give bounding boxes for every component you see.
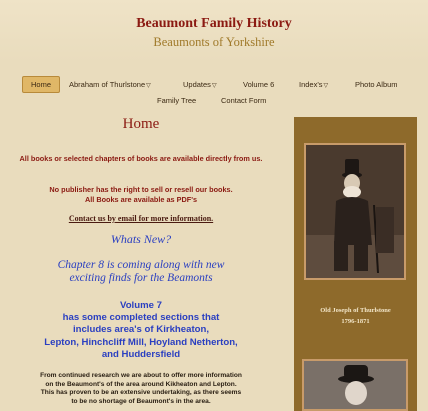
research-line: This has proven to be an extensive undertaking, as there seems <box>40 389 242 397</box>
chevron-down-icon: ▽ <box>146 83 151 89</box>
nav-home[interactable] <box>22 76 60 93</box>
research-line: to be no shortage of Beaumont's in the area. <box>71 397 211 405</box>
volume-line: includes area's of Kirkheaton, <box>72 324 210 336</box>
portrait-photo-old-joseph <box>304 143 406 280</box>
nav-home-label: Home <box>31 80 52 89</box>
research-note <box>6 372 276 406</box>
nav-volume-6-label: Volume 6 <box>243 80 275 89</box>
main-nav <box>0 76 428 108</box>
chapter-8-note <box>20 259 262 285</box>
pdf-availability-text: All Books are available as PDF's <box>84 195 198 204</box>
nav-abraham-of-thurlstone[interactable] <box>69 80 151 89</box>
volume-line: Lepton, Hinchcliff Mill, Hoyland Netherton, <box>44 336 238 348</box>
research-line: From continued research we are about to offer more information <box>40 372 242 379</box>
nav-photo-album-label: Photo Album <box>355 80 398 89</box>
chevron-down-icon: ▽ <box>323 83 329 89</box>
nav-family-tree-label: Family Tree <box>157 96 197 105</box>
portrait-photo-second <box>302 359 408 411</box>
chapter-note-line: exciting finds for the Beamonts <box>69 272 213 284</box>
publisher-rights-text: No publisher has the right to sell or resell our books. <box>49 185 233 194</box>
page-title: Home <box>122 116 160 132</box>
site-title: Beaumont Family History <box>136 16 292 31</box>
volume-line: Volume 7 <box>120 300 162 311</box>
nav-volume-6[interactable] <box>243 80 274 89</box>
nav-abraham-label: Abraham of Thurlstone <box>69 80 146 89</box>
nav-contact-form-label: Contact Form <box>221 96 267 105</box>
availability-text: All books or selected chapters of books are available directly from us. <box>19 154 263 163</box>
nav-family-tree[interactable] <box>157 96 196 105</box>
portrait-caption-name: Old Joseph of Thurlstone <box>320 307 391 314</box>
contact-email-link[interactable]: Contact us by email for more information. <box>68 214 214 223</box>
site-subtitle: Beaumonts of Yorkshire <box>153 35 275 49</box>
whats-new-heading: Whats New? <box>110 232 172 246</box>
nav-updates[interactable] <box>183 80 217 89</box>
nav-indexes-label: Index's <box>299 80 323 89</box>
volume-line: and Huddersfield <box>101 348 181 360</box>
nav-updates-label: Updates <box>183 80 211 89</box>
research-line: on the Beaumont's of the area around Kikheaton and Lepton. <box>45 380 237 388</box>
volume-7-announcement <box>10 300 272 361</box>
nav-contact-form[interactable] <box>221 96 266 105</box>
chevron-down-icon: ▽ <box>211 83 217 89</box>
portrait-figure <box>306 145 404 278</box>
chapter-note-line: Chapter 8 is coming along with new <box>57 259 225 271</box>
site-header <box>0 0 428 62</box>
volume-line: has some completed sections that <box>62 312 220 324</box>
portrait-figure <box>304 361 406 409</box>
nav-indexes[interactable] <box>299 80 328 89</box>
nav-photo-album[interactable] <box>355 80 398 89</box>
portrait-caption-dates: 1796-1871 <box>341 318 370 325</box>
